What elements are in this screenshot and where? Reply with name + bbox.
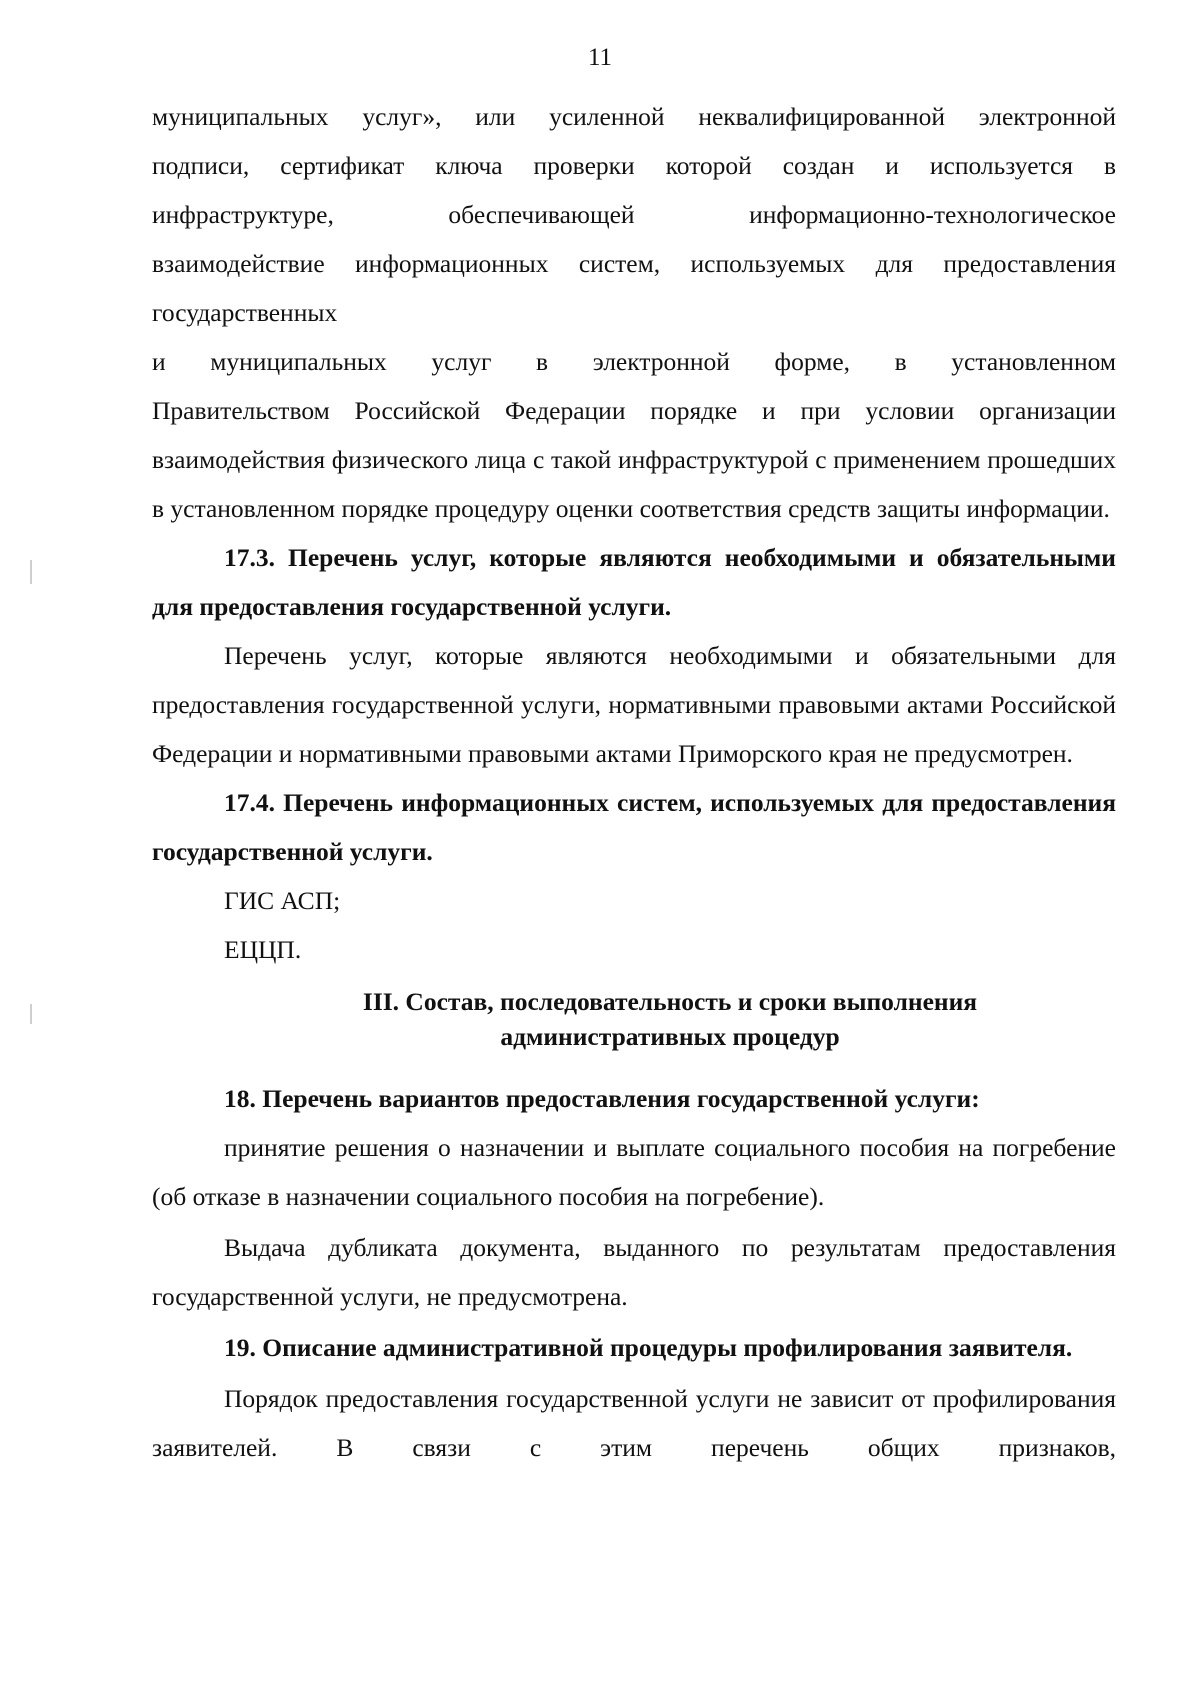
section-19-body: Порядок предоставления государственной услуги не зависит от профилирования заявителей. В связи с этим перечень общих признаков, [152,1384,1116,1462]
paragraph: Правительством Российской Федерации порядке и при условии организации взаимодействия физического лица с такой инфраструктурой с применением прошедших в установленном порядке процедуру оценки соответствия средств защиты информации. [152,396,1116,523]
paragraph-line: взаимодействие информационных систем, используемых для предоставления [152,249,1116,278]
paragraph-line: подписи, сертификат ключа проверки которой создан и используется в [152,151,1116,180]
list-item: ГИС АСП; [224,886,341,915]
section-3-title [152,984,1116,1054]
paragraph-line: и муниципальных услуг в электронной форме, в установленном [152,347,1116,376]
paragraph-line: муниципальных услуг», или усиленной неквалифицированной электронной [152,102,1116,131]
section-3-title-line: III. Состав, последовательность и сроки выполнения [362,987,978,1016]
section-17-4-heading: 17.4. Перечень информационных систем, используемых для предоставления государственной услуги. [152,788,1116,866]
section-18-body: Выдача дубликата документа, выданного по результатам предоставления государственной услуги, не предусмотрена. [152,1233,1116,1311]
scan-artifact-left-lower [30,1004,32,1024]
section-18-heading: 18. Перечень вариантов предоставления государственной услуги: [224,1084,980,1113]
section-17-3-heading: 17.3. Перечень услуг, которые являются необходимыми и обязательными для предоставления государственной услуги. [152,543,1116,621]
document-body [152,92,1116,1472]
paragraph-line: инфраструктуре, обеспечивающей информационно-технологическое [152,200,1116,229]
scan-artifact-left [30,560,32,584]
section-3-title-line: административных процедур [500,1022,840,1051]
paragraph-line: государственных [152,298,338,327]
section-17-3-body: Перечень услуг, которые являются необходимыми и обязательными для предоставления государственной услуги, нормативными правовыми актами Российской Федерации и нормативными правовыми актами Приморского края не предусмотрен. [152,641,1116,768]
section-19-heading: 19. Описание административной процедуры профилирования заявителя. [224,1333,1073,1362]
list-item: ЕЦЦП. [224,935,302,964]
page-number: 11 [587,44,613,71]
section-18-body: принятие решения о назначении и выплате социального пособия на погребение (об отказе в назначении социального пособия на погребение). [152,1133,1116,1211]
